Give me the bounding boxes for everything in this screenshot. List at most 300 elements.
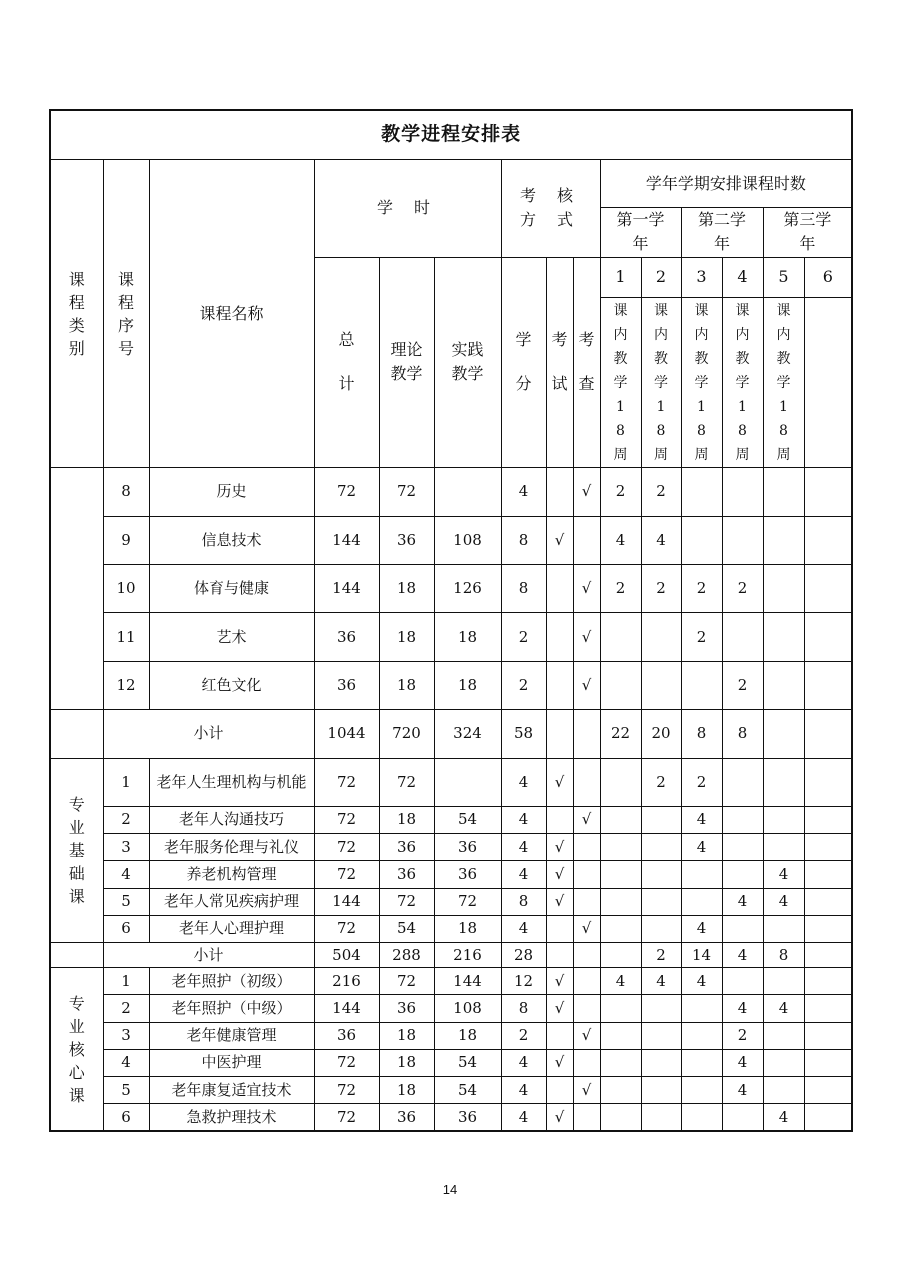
hours-total: 504 [314,942,379,967]
header-semester-2: 2 [641,257,681,297]
credit: 4 [501,806,546,833]
course-name: 体育与健康 [149,565,314,613]
semester-6-hours [804,942,852,967]
semester-2-hours: 2 [641,758,681,806]
week-note-3: 课内教学18周 [681,297,722,467]
semester-5-hours [763,1076,804,1103]
hours-total: 36 [314,613,379,661]
table-row [50,806,852,833]
semester-4-hours [722,861,763,888]
table-row [50,1022,852,1049]
semester-3-hours: 4 [681,915,722,942]
semester-1-hours [600,942,641,967]
semester-6-hours [804,888,852,915]
check-mark: √ [573,806,600,833]
header-year-3: 第三学年 [763,208,852,257]
semester-5-hours: 4 [763,861,804,888]
header-assessment: 考 核 方 式 [501,159,600,257]
hours-theory: 72 [379,758,434,806]
exam-mark [546,1022,573,1049]
semester-5-hours: 4 [763,995,804,1022]
check-mark [573,861,600,888]
semester-3-hours: 4 [681,806,722,833]
semester-3-hours [681,468,722,516]
semester-2-hours: 20 [641,710,681,758]
semester-5-hours [763,915,804,942]
check-mark [573,942,600,967]
semester-5-hours [763,710,804,758]
exam-mark [546,1076,573,1103]
check-mark: √ [573,468,600,516]
week-note-6 [804,297,852,467]
hours-theory: 54 [379,915,434,942]
semester-4-hours [722,834,763,861]
exam-mark: √ [546,1049,573,1076]
semester-3-hours: 2 [681,758,722,806]
exam-mark [546,613,573,661]
credit: 8 [501,995,546,1022]
hours-practice: 54 [434,1076,501,1103]
semester-6-hours [804,468,852,516]
teaching-schedule-table [49,109,853,1132]
semester-2-hours [641,806,681,833]
subtotal-label: 小计 [103,942,314,967]
semester-1-hours [600,888,641,915]
exam-mark [546,661,573,709]
semester-5-hours [763,834,804,861]
semester-4-hours: 4 [722,888,763,915]
table-row [50,661,852,709]
semester-3-hours [681,888,722,915]
header-check: 考 查 [573,257,600,468]
semester-2-hours [641,1022,681,1049]
check-mark [573,995,600,1022]
course-seq: 4 [103,1049,149,1076]
credit: 2 [501,661,546,709]
hours-total: 72 [314,468,379,516]
semester-4-hours [722,806,763,833]
credit: 58 [501,710,546,758]
hours-practice: 18 [434,661,501,709]
header-semester-4: 4 [722,257,763,297]
semester-4-hours: 8 [722,710,763,758]
table-row [50,758,852,806]
hours-theory: 36 [379,516,434,564]
semester-6-hours [804,661,852,709]
hours-total: 72 [314,834,379,861]
header-semester-6: 6 [804,257,852,297]
semester-6-hours [804,995,852,1022]
course-name: 中医护理 [149,1049,314,1076]
semester-4-hours: 4 [722,1049,763,1076]
semester-4-hours [722,1104,763,1131]
hours-total: 72 [314,861,379,888]
check-mark: √ [573,565,600,613]
subtotal-row [50,942,852,967]
semester-6-hours [804,1022,852,1049]
semester-3-hours [681,516,722,564]
semester-1-hours [600,915,641,942]
exam-mark: √ [546,861,573,888]
credit: 8 [501,565,546,613]
semester-6-hours [804,915,852,942]
semester-4-hours [722,758,763,806]
semester-4-hours [722,468,763,516]
semester-6-hours [804,516,852,564]
semester-3-hours: 4 [681,834,722,861]
exam-mark [546,942,573,967]
hours-theory: 18 [379,565,434,613]
credit: 4 [501,915,546,942]
hours-practice: 36 [434,861,501,888]
hours-practice: 72 [434,888,501,915]
hours-total: 72 [314,806,379,833]
course-name: 老年照护（中级） [149,995,314,1022]
semester-6-hours [804,861,852,888]
semester-4-hours: 2 [722,661,763,709]
hours-total: 36 [314,1022,379,1049]
semester-5-hours [763,468,804,516]
course-seq: 5 [103,1076,149,1103]
hours-total: 144 [314,995,379,1022]
exam-mark [546,915,573,942]
hours-total: 72 [314,1104,379,1131]
course-name: 历史 [149,468,314,516]
hours-theory: 36 [379,861,434,888]
credit: 4 [501,1104,546,1131]
semester-1-hours [600,806,641,833]
hours-total: 72 [314,1049,379,1076]
semester-5-hours [763,516,804,564]
check-mark: √ [573,1022,600,1049]
hours-practice [434,468,501,516]
header-hours-total: 总 计 [314,257,379,468]
hours-total: 144 [314,565,379,613]
table-row [50,1104,852,1131]
semester-6-hours [804,1104,852,1131]
semester-2-hours [641,1104,681,1131]
header-semester-5: 5 [763,257,804,297]
semester-3-hours: 2 [681,565,722,613]
semester-1-hours: 4 [600,968,641,995]
semester-2-hours [641,1076,681,1103]
table-row [50,861,852,888]
hours-theory: 18 [379,1022,434,1049]
semester-5-hours [763,806,804,833]
semester-4-hours: 4 [722,942,763,967]
semester-1-hours [600,1104,641,1131]
check-mark [573,758,600,806]
semester-4-hours: 4 [722,1076,763,1103]
semester-6-hours [804,1076,852,1103]
semester-3-hours: 4 [681,968,722,995]
semester-5-hours [763,1049,804,1076]
course-name: 老年服务伦理与礼仪 [149,834,314,861]
check-mark: √ [573,661,600,709]
semester-4-hours: 2 [722,565,763,613]
check-mark: √ [573,915,600,942]
hours-practice: 324 [434,710,501,758]
header-semester-1: 1 [600,257,641,297]
page-number: 14 [442,1182,458,1197]
hours-theory: 18 [379,1049,434,1076]
check-mark [573,968,600,995]
course-seq: 10 [103,565,149,613]
semester-2-hours [641,834,681,861]
hours-practice: 108 [434,516,501,564]
semester-5-hours [763,661,804,709]
semester-6-hours [804,968,852,995]
table-row [50,1076,852,1103]
semester-5-hours [763,1022,804,1049]
credit: 4 [501,861,546,888]
hours-theory: 72 [379,468,434,516]
semester-1-hours [600,1076,641,1103]
week-note-1: 课内教学18周 [600,297,641,467]
semester-2-hours [641,661,681,709]
hours-theory: 72 [379,888,434,915]
hours-practice [434,758,501,806]
hours-theory: 36 [379,995,434,1022]
semester-1-hours: 4 [600,516,641,564]
semester-2-hours [641,613,681,661]
category-cell: 专业基础课 [50,758,103,942]
category-cell [50,942,103,967]
semester-4-hours: 4 [722,995,763,1022]
course-seq: 11 [103,613,149,661]
credit: 4 [501,834,546,861]
semester-3-hours: 14 [681,942,722,967]
credit: 2 [501,1022,546,1049]
week-note-5: 课内教学18周 [763,297,804,467]
semester-2-hours [641,888,681,915]
hours-total: 216 [314,968,379,995]
credit: 4 [501,758,546,806]
exam-mark [546,806,573,833]
course-name: 养老机构管理 [149,861,314,888]
hours-total: 72 [314,1076,379,1103]
check-mark [573,710,600,758]
table-row [50,468,852,516]
hours-practice: 54 [434,806,501,833]
credit: 28 [501,942,546,967]
check-mark: √ [573,1076,600,1103]
table-row [50,915,852,942]
check-mark [573,1104,600,1131]
semester-3-hours: 8 [681,710,722,758]
exam-mark: √ [546,995,573,1022]
header-schedule: 学年学期安排课程时数 [600,159,852,207]
exam-mark: √ [546,834,573,861]
semester-1-hours [600,995,641,1022]
hours-total: 144 [314,516,379,564]
course-seq: 3 [103,1022,149,1049]
semester-2-hours: 4 [641,516,681,564]
semester-1-hours [600,661,641,709]
course-seq: 4 [103,861,149,888]
course-name: 老年健康管理 [149,1022,314,1049]
hours-theory: 18 [379,806,434,833]
semester-2-hours: 2 [641,468,681,516]
semester-5-hours: 4 [763,1104,804,1131]
table-row [50,888,852,915]
semester-4-hours [722,915,763,942]
header-semester-3: 3 [681,257,722,297]
semester-3-hours [681,1049,722,1076]
semester-3-hours [681,861,722,888]
semester-2-hours [641,915,681,942]
exam-mark [546,468,573,516]
table-row [50,613,852,661]
credit: 8 [501,888,546,915]
header-hours-theory: 理论教学 [379,257,434,468]
subtotal-row [50,710,852,758]
semester-2-hours [641,995,681,1022]
header-credit: 学 分 [501,257,546,468]
header-seq: 课程序号 [103,159,149,467]
hours-practice: 36 [434,1104,501,1131]
table-row [50,995,852,1022]
semester-1-hours [600,1049,641,1076]
semester-5-hours [763,758,804,806]
course-name: 老年康复适宜技术 [149,1076,314,1103]
course-name: 艺术 [149,613,314,661]
course-name: 老年人心理护理 [149,915,314,942]
credit: 8 [501,516,546,564]
semester-2-hours: 2 [641,565,681,613]
hours-practice: 18 [434,915,501,942]
semester-4-hours: 2 [722,1022,763,1049]
course-name: 红色文化 [149,661,314,709]
course-seq: 6 [103,1104,149,1131]
semester-4-hours [722,613,763,661]
hours-practice: 18 [434,1022,501,1049]
semester-1-hours [600,758,641,806]
hours-theory: 18 [379,1076,434,1103]
semester-5-hours [763,613,804,661]
semester-1-hours: 2 [600,468,641,516]
course-seq: 6 [103,915,149,942]
header-year-1: 第一学年 [600,208,681,257]
course-seq: 12 [103,661,149,709]
hours-total: 36 [314,661,379,709]
credit: 4 [501,468,546,516]
credit: 4 [501,1049,546,1076]
exam-mark: √ [546,516,573,564]
hours-practice: 216 [434,942,501,967]
exam-mark: √ [546,1104,573,1131]
semester-3-hours [681,1104,722,1131]
semester-6-hours [804,613,852,661]
check-mark [573,834,600,861]
table-title: 教学进程安排表 [50,110,852,159]
exam-mark: √ [546,888,573,915]
semester-6-hours [804,806,852,833]
hours-practice: 144 [434,968,501,995]
exam-mark: √ [546,968,573,995]
semester-1-hours: 22 [600,710,641,758]
semester-6-hours [804,565,852,613]
hours-practice: 18 [434,613,501,661]
semester-2-hours: 2 [641,942,681,967]
semester-2-hours: 4 [641,968,681,995]
hours-total: 144 [314,888,379,915]
header-hours: 学 时 [314,159,501,257]
semester-5-hours: 4 [763,888,804,915]
credit: 4 [501,1076,546,1103]
semester-2-hours [641,1049,681,1076]
semester-1-hours [600,1022,641,1049]
check-mark [573,516,600,564]
hours-theory: 36 [379,1104,434,1131]
semester-6-hours [804,834,852,861]
semester-1-hours: 2 [600,565,641,613]
semester-5-hours: 8 [763,942,804,967]
course-seq: 8 [103,468,149,516]
category-cell: 专业核心课 [50,968,103,1131]
semester-3-hours: 2 [681,613,722,661]
header-category: 课程类别 [50,159,103,467]
course-seq: 9 [103,516,149,564]
semester-2-hours [641,861,681,888]
course-name: 急救护理技术 [149,1104,314,1131]
hours-theory: 288 [379,942,434,967]
course-seq: 5 [103,888,149,915]
hours-practice: 54 [434,1049,501,1076]
credit: 2 [501,613,546,661]
table-row [50,516,852,564]
check-mark: √ [573,613,600,661]
semester-3-hours [681,1076,722,1103]
hours-theory: 72 [379,968,434,995]
hours-theory: 18 [379,613,434,661]
course-seq: 2 [103,806,149,833]
semester-4-hours [722,516,763,564]
semester-3-hours [681,1022,722,1049]
exam-mark [546,565,573,613]
course-name: 老年人沟通技巧 [149,806,314,833]
semester-5-hours [763,565,804,613]
course-seq: 3 [103,834,149,861]
table-row [50,565,852,613]
exam-mark: √ [546,758,573,806]
hours-practice: 126 [434,565,501,613]
hours-practice: 108 [434,995,501,1022]
semester-1-hours [600,834,641,861]
table-row [50,834,852,861]
credit: 12 [501,968,546,995]
hours-total: 72 [314,758,379,806]
category-cell [50,468,103,710]
semester-1-hours [600,861,641,888]
week-note-4: 课内教学18周 [722,297,763,467]
header-exam: 考 试 [546,257,573,468]
semester-6-hours [804,1049,852,1076]
check-mark [573,888,600,915]
header-year-2: 第二学年 [681,208,763,257]
course-name: 老年人常见疾病护理 [149,888,314,915]
header-hours-practice: 实践教学 [434,257,501,468]
hours-total: 1044 [314,710,379,758]
hours-theory: 18 [379,661,434,709]
course-seq: 2 [103,995,149,1022]
course-name: 老年人生理机构与机能 [149,758,314,806]
hours-total: 72 [314,915,379,942]
course-seq: 1 [103,968,149,995]
semester-3-hours [681,995,722,1022]
table-row [50,1049,852,1076]
header-name: 课程名称 [149,159,314,467]
